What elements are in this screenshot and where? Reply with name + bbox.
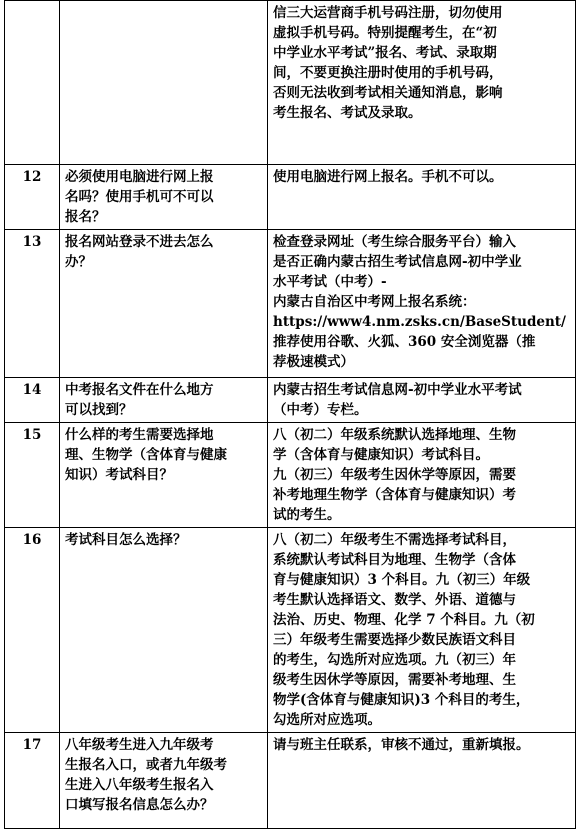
- question-line: 办？: [65, 254, 92, 270]
- table-row: [5, 230, 576, 378]
- row-number: 17: [5, 733, 60, 829]
- row-number: 13: [5, 230, 60, 378]
- answer-line: 否则无法收到考试相关通知消息，影响: [273, 85, 503, 101]
- answer-cell: [268, 423, 576, 528]
- faq-table-body: [5, 1, 576, 829]
- answer-line: 九（初三）年级考生因休学等原因，需要: [273, 467, 516, 483]
- question-cell: [60, 1, 268, 165]
- answer-line: 八（初二）年级考生不需选择考试科目，: [273, 532, 516, 548]
- answer-line: 水平考试（中考）-: [273, 274, 387, 290]
- answer-line: 间，不要更换注册时使用的手机号码，: [273, 65, 503, 81]
- question-line: 八年级考生进入九年级考: [65, 737, 214, 753]
- answer-line: 信三大运营商手机号码注册，切勿使用: [273, 5, 503, 21]
- answer-line: 法治、历史、物理、化学 7 个科目。九（初: [273, 612, 535, 628]
- answer-cell: [268, 378, 576, 423]
- question-line: 必须使用电脑进行网上报: [65, 169, 214, 185]
- row-number: 12: [5, 165, 60, 230]
- table-row: [5, 1, 576, 165]
- answer-line: 试的考生。: [273, 507, 341, 523]
- answer-line: 荐极速模式）: [273, 354, 354, 370]
- answer-line: 考生报名、考试及录取。: [273, 105, 422, 121]
- answer-line: 考生默认选择语文、数学、外语、道德与: [273, 592, 516, 608]
- question-line: 报名？: [65, 209, 106, 225]
- answer-line: 检查登录网址（考生综合服务平台）输入: [273, 234, 516, 250]
- question-cell: [60, 378, 268, 423]
- answer-line: （中考）专栏。: [273, 402, 368, 418]
- question-line: 报名网站登录不进去怎么: [65, 234, 214, 250]
- answer-line: 推荐使用谷歌、火狐、360 安全浏览器（推: [273, 334, 536, 350]
- question-line: 知识）考试科目？: [65, 467, 173, 483]
- answer-line: 育与健康知识）3 个科目。九（初三）年级: [273, 572, 531, 588]
- answer-line: 勾选所对应选项。: [273, 712, 381, 728]
- answer-cell: [268, 528, 576, 733]
- answer-line: 系统默认考试科目为地理、生物学（含体: [273, 552, 516, 568]
- question-cell: [60, 165, 268, 230]
- answer-line: 三）年级考生需要选择少数民族语文科目: [273, 632, 516, 648]
- row-number: [5, 1, 60, 165]
- question-line: 口填写报名信息怎么办？: [65, 797, 214, 813]
- table-row: [5, 423, 576, 528]
- answer-link-text: https://www4.nm.zsks.cn/BaseStudent/: [273, 314, 566, 330]
- row-number: 14: [5, 378, 60, 423]
- answer-line: 是否正确内蒙古招生考试信息网-初中学业: [273, 254, 522, 270]
- question-cell: [60, 528, 268, 733]
- answer-line: 请与班主任联系，审核不通过，重新填报。: [273, 737, 530, 753]
- answer-cell: [268, 733, 576, 829]
- question-cell: [60, 423, 268, 528]
- answer-line: 级考生因休学等原因，需要补考地理、生: [273, 672, 516, 688]
- question-line: 中考报名文件在什么地方: [65, 382, 214, 398]
- answer-line: 内蒙古招生考试信息网-初中学业水平考试: [273, 382, 522, 398]
- question-line: 考试科目怎么选择？: [65, 532, 187, 548]
- answer-line: 物学(含体育与健康知识)3 个科目的考生，: [273, 692, 530, 708]
- answer-line: 补考地理生物学（含体育与健康知识）考: [273, 487, 516, 503]
- table-row: [5, 528, 576, 733]
- answer-cell: [268, 165, 576, 230]
- question-line: 名吗？使用手机可不可以: [65, 189, 214, 205]
- table-row: [5, 165, 576, 230]
- answer-line: 使用电脑进行网上报名。手机不可以。: [273, 169, 503, 185]
- question-cell: [60, 230, 268, 378]
- row-number: 16: [5, 528, 60, 733]
- answer-line: 的考生，勾选所对应选项。九（初三）年: [273, 652, 516, 668]
- question-line: 生报名入口，或者九年级考: [65, 757, 227, 773]
- answer-line: 虚拟手机号码。特别提醒考生，在“初: [273, 25, 497, 41]
- row-number: 15: [5, 423, 60, 528]
- question-line: 什么样的考生需要选择地: [65, 427, 214, 443]
- answer-line: 中学业水平考试”报名、考试、录取期: [273, 45, 497, 61]
- answer-line: 八（初二）年级系统默认选择地理、生物: [273, 427, 516, 443]
- answer-line: 学（含体育与健康知识）考试科目。: [273, 447, 489, 463]
- question-line: 可以找到？: [65, 402, 133, 418]
- answer-cell: [268, 1, 576, 165]
- table-row: [5, 733, 576, 829]
- faq-table: [4, 0, 576, 829]
- question-line: 生进入八年级考生报名入: [65, 777, 214, 793]
- question-cell: [60, 733, 268, 829]
- table-row: [5, 378, 576, 423]
- question-line: 理、生物学（含体育与健康: [65, 447, 227, 463]
- answer-cell: [268, 230, 576, 378]
- answer-line: 内蒙古自治区中考网上报名系统：: [273, 294, 476, 310]
